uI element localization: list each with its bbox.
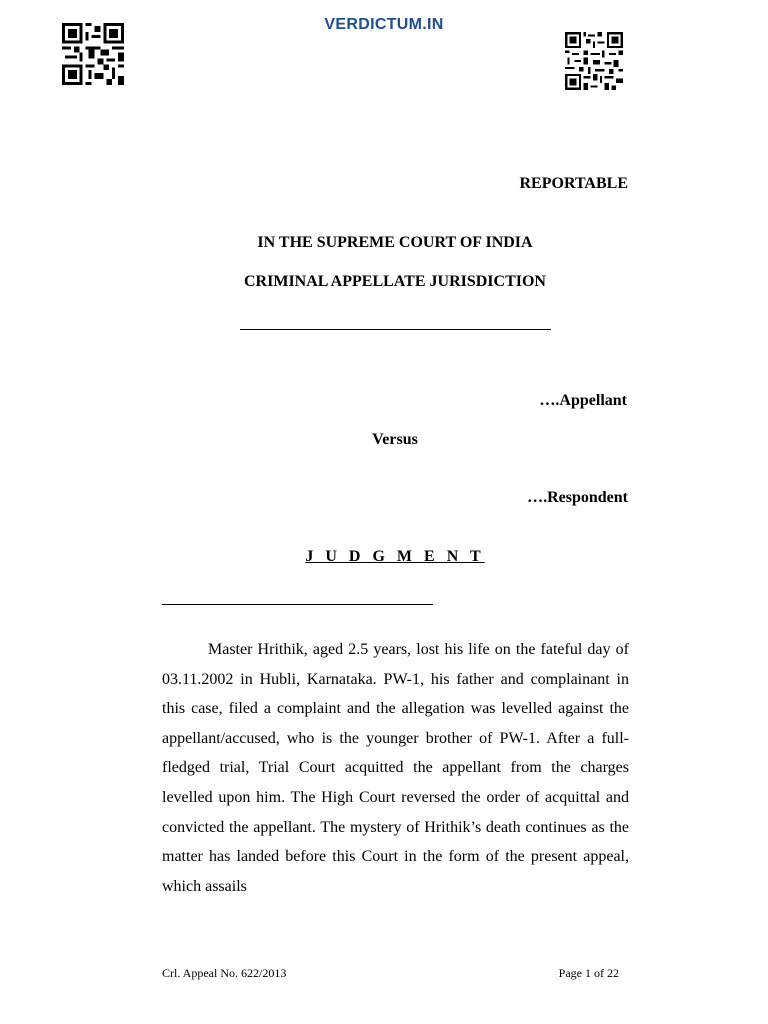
appellant-label: ….Appellant: [539, 392, 627, 409]
judgment-heading: J U D G M E N T: [305, 548, 485, 565]
qr-code-icon: [563, 32, 625, 90]
respondent-label: ….Respondent: [527, 489, 628, 506]
footer-case-number: Crl. Appeal No. 622/2013: [162, 966, 287, 980]
reportable-label: REPORTABLE: [519, 175, 628, 192]
site-brand: VERDICTUM.IN: [324, 16, 444, 33]
footer-page-number: Page 1 of 22: [558, 966, 619, 980]
versus-label: Versus: [372, 431, 418, 448]
body-paragraph: Master Hrithik, aged 2.5 years, lost his life on the fateful day of 03.11.2002 in Hubli, Karnataka. PW-1, his father and complainant in this case, filed a complaint and the allegation was levelled against the appellant/accused, who is the younger brother of PW-1. After a full-fledged trial, Trial Court acquitted the appellant from the charges levelled upon him. The High Court reversed the order of acquittal and convicted the appellant. The mystery of Hrithik’s death continues as the matter has landed before this Court in the form of the present appeal, which assails: [162, 641, 629, 895]
divider: [162, 604, 433, 605]
jurisdiction: CRIMINAL APPELLATE JURISDICTION: [244, 273, 546, 290]
court-name: IN THE SUPREME COURT OF INDIA: [257, 234, 533, 251]
divider: [240, 329, 551, 330]
